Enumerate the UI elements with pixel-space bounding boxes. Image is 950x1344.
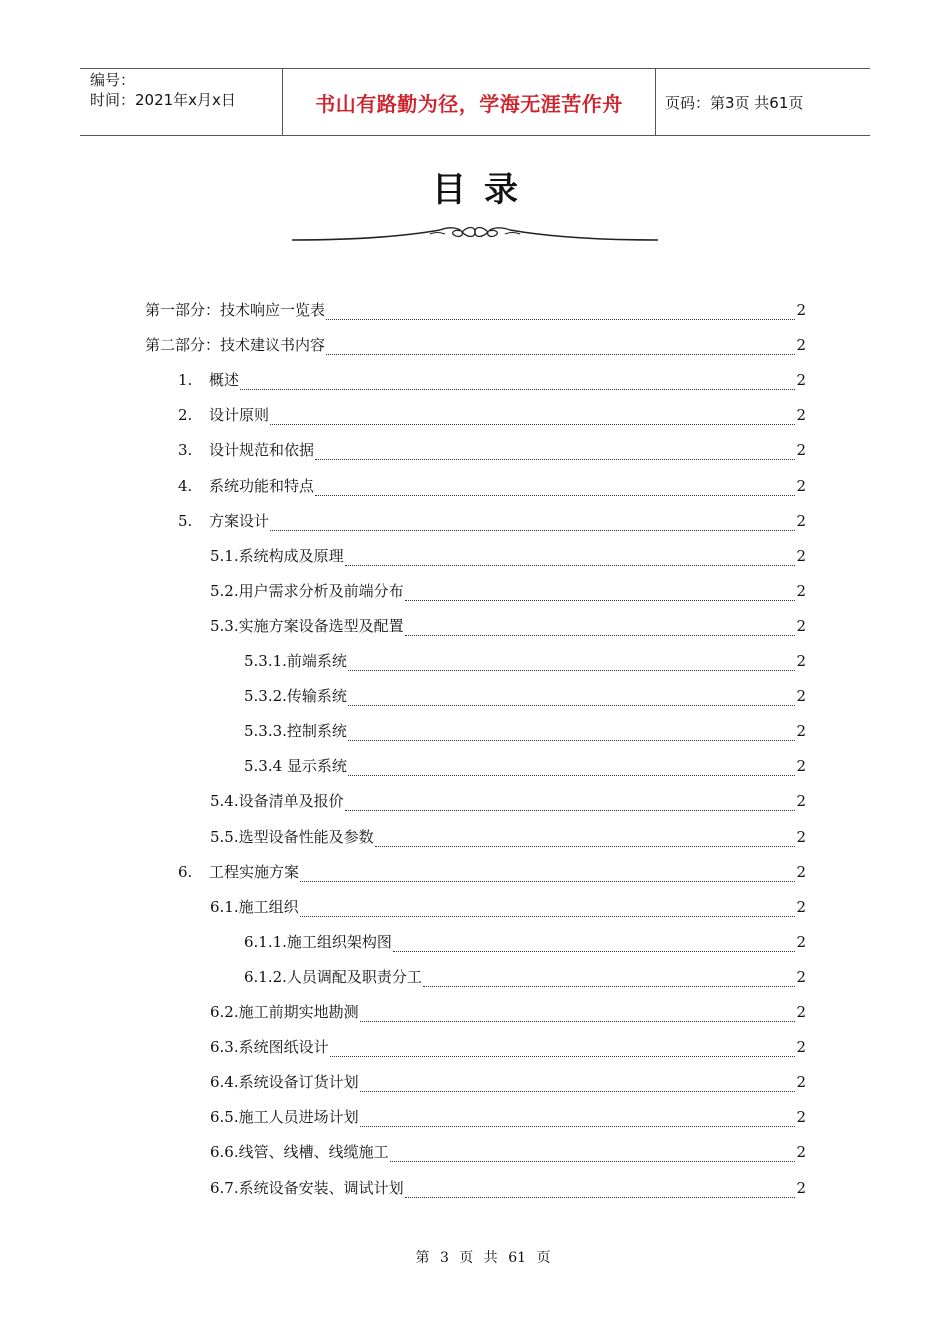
toc-entry-page: 2 [796, 476, 806, 495]
toc-leader-dots [405, 585, 796, 601]
toc-entry[interactable] [145, 300, 806, 320]
toc-entry-page: 2 [796, 862, 806, 881]
toc-entry-number: 6. [178, 862, 193, 881]
toc-entry-label: 系统功能和特点 [209, 476, 315, 495]
toc-leader-dots [270, 409, 795, 425]
toc-entry-label: 工程实施方案 [209, 862, 300, 881]
toc-entry[interactable] [210, 546, 806, 566]
header-motto: 书山有路勤为径，学海无涯苦作舟 [315, 91, 623, 116]
toc-leader-dots [315, 480, 795, 496]
toc-leader-dots [348, 690, 796, 706]
toc-entry[interactable] [210, 791, 806, 811]
toc-entry-label: 6.7.系统设备安装、调试计划 [210, 1178, 404, 1197]
toc-entry-page: 2 [796, 301, 806, 319]
toc-entry[interactable] [244, 686, 806, 706]
toc-entry-number: 5. [178, 511, 193, 530]
toc-entry-label: 5.3.1.前端系统 [244, 652, 347, 670]
toc-entry-page: 2 [796, 967, 806, 986]
toc-entry-label: 设计原则 [209, 406, 270, 425]
toc-entry-label: 6.2.施工前期实地勘测 [210, 1003, 359, 1021]
toc-entry-page: 2 [796, 511, 806, 530]
toc-entry-label: 5.5.选型设备性能及参数 [210, 827, 374, 846]
toc-entry-label: 第二部分：技术建议书内容 [145, 336, 326, 355]
page-header [80, 68, 870, 136]
toc-entry-label: 6.1.2.人员调配及职责分工 [244, 967, 422, 986]
toc-entry-number: 1. [178, 371, 193, 390]
toc-entry-label: 5.2.用户需求分析及前端分布 [210, 581, 404, 600]
toc-entry-label: 第一部分：技术响应一览表 [145, 301, 326, 319]
toc-entry-page: 2 [796, 441, 806, 460]
toc-entry-page: 2 [796, 581, 806, 600]
toc-entry-page: 2 [796, 897, 806, 916]
toc-entry-page: 2 [796, 722, 806, 741]
toc-entry-page: 2 [796, 1073, 806, 1092]
toc-entry[interactable] [244, 756, 806, 776]
header-meta [80, 69, 282, 135]
toc-entry[interactable] [210, 616, 806, 636]
toc-entry[interactable] [210, 1107, 806, 1127]
toc-entry-number: 4. [178, 476, 193, 495]
toc-leader-dots [270, 515, 795, 531]
toc-entry[interactable] [210, 1002, 806, 1022]
toc-entry[interactable] [210, 1178, 806, 1198]
toc-leader-dots [345, 795, 796, 811]
toc-entry[interactable] [178, 440, 806, 460]
toc-entry-page: 2 [796, 406, 806, 425]
toc-entry[interactable] [244, 967, 806, 987]
toc-entry-page: 2 [796, 652, 806, 670]
toc-leader-dots [345, 550, 796, 566]
toc-entry-label: 6.1.1.施工组织架构图 [244, 932, 392, 951]
toc-entry-label: 6.5.施工人员进场计划 [210, 1108, 359, 1127]
toc-entry-label: 5.3.2.传输系统 [244, 687, 347, 706]
toc-entry-page: 2 [796, 1038, 806, 1057]
toc-leader-dots [348, 725, 796, 741]
toc-leader-dots [360, 1006, 796, 1022]
date-line: 时间：2021年x月x日 [90, 91, 236, 109]
toc-leader-dots [300, 866, 795, 882]
toc-entry-label: 6.4.系统设备订货计划 [210, 1073, 359, 1092]
toc-entry-page: 2 [796, 827, 806, 846]
toc-entry[interactable] [178, 511, 806, 531]
toc-leader-dots [326, 304, 795, 320]
toc-leader-dots [390, 1146, 796, 1162]
toc-entry-page: 2 [796, 757, 806, 776]
toc-entry[interactable] [244, 932, 806, 952]
toc-entry-number: 2. [178, 406, 193, 425]
page-title: 目录 [432, 170, 536, 210]
toc-entry-label: 5.1.系统构成及原理 [210, 546, 344, 565]
toc-entry[interactable] [244, 721, 806, 741]
toc-leader-dots [348, 760, 796, 776]
toc-entry-page: 2 [796, 616, 806, 635]
toc-entry-label: 5.3.实施方案设备选型及配置 [210, 616, 404, 635]
toc-entry[interactable] [178, 405, 806, 425]
toc-entry-label: 5.3.3.控制系统 [244, 722, 347, 741]
toc-entry-number: 3. [178, 441, 193, 460]
toc-entry-page: 2 [796, 336, 806, 355]
toc-leader-dots [330, 1041, 796, 1057]
toc-leader-dots [326, 339, 795, 355]
toc-entry[interactable] [210, 1142, 806, 1162]
toc-entry-label: 6.6.线管、线槽、线缆施工 [210, 1143, 389, 1162]
toc-entry-page: 2 [796, 687, 806, 706]
toc-entry[interactable] [178, 862, 806, 882]
toc-entry-page: 2 [796, 1143, 806, 1162]
toc-entry[interactable] [210, 581, 806, 601]
toc-entry-page: 2 [796, 371, 806, 390]
toc-entry-label: 概述 [209, 371, 240, 390]
toc-entry[interactable] [178, 370, 806, 390]
title-ornament-icon [290, 220, 660, 246]
header-page-info: 页码：第3页 共61页 [665, 93, 804, 112]
toc-leader-dots [393, 936, 796, 952]
toc-entry-label: 5.3.4 显示系统 [244, 757, 347, 776]
page-footer: 第 3 页 共 61 页 [415, 1250, 551, 1266]
toc-entry-label: 设计规范和依据 [209, 441, 315, 460]
toc-entry-label: 方案设计 [209, 511, 270, 530]
toc-entry-page: 2 [796, 932, 806, 951]
toc-entry-page: 2 [796, 1108, 806, 1127]
toc-leader-dots [423, 971, 796, 987]
toc-leader-dots [405, 620, 796, 636]
toc-leader-dots [348, 655, 796, 671]
toc-leader-dots [315, 444, 795, 460]
toc-entry-page: 2 [796, 546, 806, 565]
toc-entry-page: 2 [796, 1003, 806, 1021]
toc-leader-dots [360, 1076, 796, 1092]
toc-entry-label: 6.3.系统图纸设计 [210, 1038, 329, 1057]
code-label: 编号： [90, 71, 136, 89]
toc-entry[interactable] [210, 1037, 806, 1057]
toc-leader-dots [360, 1111, 796, 1127]
toc-entry-page: 2 [796, 792, 806, 811]
toc-leader-dots [375, 831, 796, 847]
toc-entry[interactable] [210, 827, 806, 847]
toc-entry-page: 2 [796, 1178, 806, 1197]
toc-entry[interactable] [178, 476, 806, 496]
toc-entry[interactable] [145, 335, 806, 355]
toc-leader-dots [300, 901, 796, 917]
toc-leader-dots [405, 1182, 796, 1198]
toc-entry[interactable] [210, 897, 806, 917]
toc-entry[interactable] [210, 1072, 806, 1092]
toc-entry[interactable] [244, 651, 806, 671]
toc-leader-dots [240, 374, 795, 390]
toc-entry-label: 6.1.施工组织 [210, 897, 299, 916]
toc-entry-label: 5.4.设备清单及报价 [210, 792, 344, 811]
